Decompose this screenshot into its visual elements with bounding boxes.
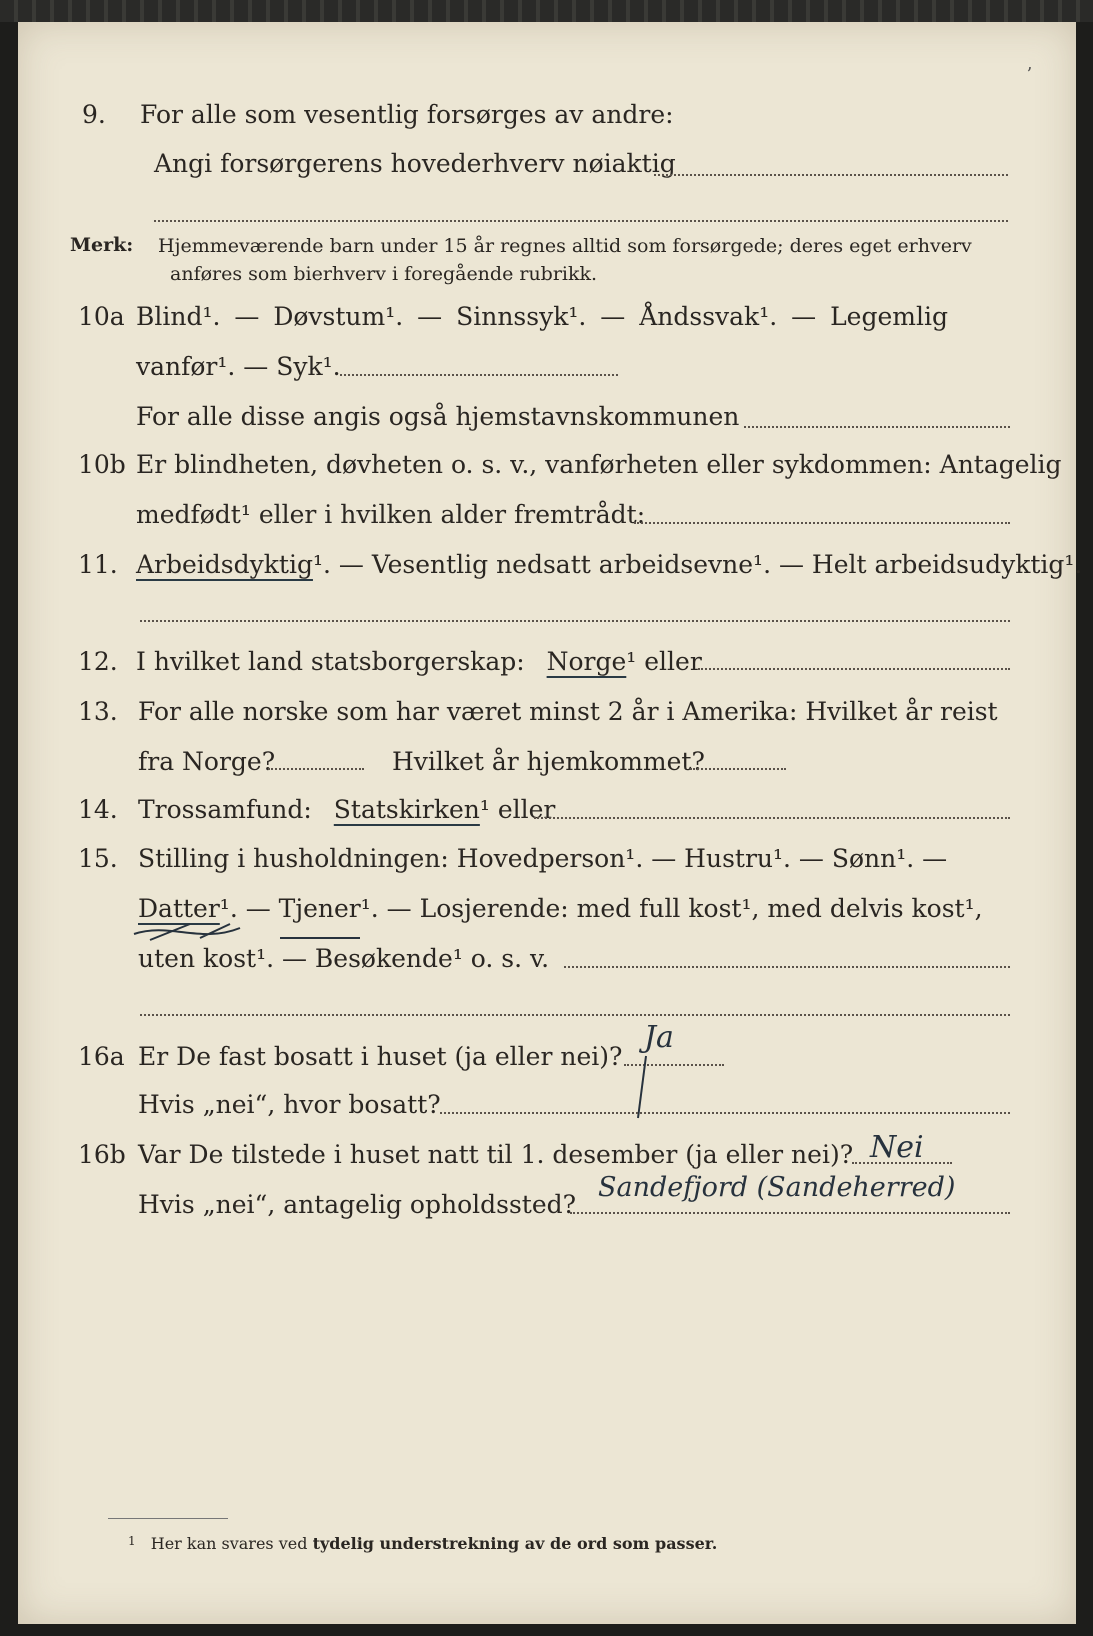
question-number: 15. [78,844,118,873]
answer-field-13-reist[interactable] [268,768,364,770]
underlined-answer: Arbeidsdyktig [136,550,313,579]
answer-field-11[interactable] [140,620,1010,622]
question-text: uten kost¹. — Besøkende¹ o. s. v. [138,944,550,973]
footnote-mark: 1 [128,1534,136,1548]
struck-answer: Datter [138,894,220,923]
question-number: 10a [78,302,125,331]
answer-field-9[interactable] [654,174,1008,176]
question-text [138,795,555,824]
footnote [128,1534,717,1553]
footnote-text: Her kan svares ved [150,1534,308,1553]
question-text: Angi forsørgerens hovederhverv nøiaktig [154,149,676,178]
question-post: ¹ eller [479,795,556,824]
question-number: 12. [78,647,118,676]
question-text: Er blindheten, døvheten o. s. v., vanførheten eller sykdommen: Antagelig [136,450,1062,479]
question-text: Er De fast bosatt i huset (ja eller nei)? [138,1042,623,1071]
question-number: 14. [78,795,118,824]
answer-field-15b[interactable] [140,1014,1010,1016]
answer-field-12[interactable] [698,668,1010,670]
answer-field-10a-kommune[interactable] [744,426,1010,428]
question-text: Blind¹. — Døvstum¹. — Sinnssyk¹. — Åndssvak¹. — Legemlig [136,302,948,331]
handwritten-answer-16a: Ja [644,1020,674,1055]
underlined-answer: Norge [546,647,627,676]
question-number: 9. [82,100,106,129]
pencil-mark: ʼ [1026,64,1032,85]
question-pre: Trossamfund: [138,795,312,824]
question-text: Hvis „nei“, hvor bosatt? [138,1090,441,1119]
question-text: medfødt¹ eller i hvilken alder fremtrådt: [136,500,646,529]
answer-field-16a-bosatt[interactable] [440,1112,1010,1114]
question-text: For alle norske som har været minst 2 år i Amerika: Hvilket år reist [138,697,998,726]
question-text [136,647,702,676]
handwritten-answer-16b: Nei [870,1130,924,1165]
answer-field-10a[interactable] [340,374,618,376]
answer-field-16b[interactable] [852,1162,952,1164]
question-number: 13. [78,697,118,726]
footnote-rule [108,1518,228,1519]
census-form-page [18,22,1083,1624]
question-text: For alle disse angis også hjemstavnskommunen [136,402,740,431]
answer-field-16b-opholdssted[interactable] [570,1212,1010,1214]
question-text: Hvis „nei“, antagelig opholdssted? [138,1190,577,1219]
question-text: Var De tilstede i huset natt til 1. desember (ja eller nei)? [138,1140,854,1169]
question-text: Hvilket år hjemkommet? [392,747,705,776]
question-number: 11. [78,550,118,579]
question-number: 10b [78,450,126,479]
merk-line1: Hjemmeværende barn under 15 år regnes alltid som forsørgede; deres eget erhverv [158,235,972,257]
footnote-bold-text: tydelig understrekning av de ord som passer. [312,1534,718,1553]
answer-field-13-hjemkommet[interactable] [690,768,786,770]
answer-field-15[interactable] [564,966,1010,968]
question-number: 16b [78,1140,126,1169]
merk-line2: anføres som bierhverv i foregående rubrikk. [170,263,598,285]
answer-field-10b[interactable] [634,522,1010,524]
merk-label: Merk: [70,234,134,256]
handwritten-answer-opholdssted: Sandefjord (Sandeherred) [598,1172,956,1203]
question-pre: I hvilket land statsborgerskap: [136,647,525,676]
question-rest: ¹. — Tjener¹. — Losjerende: med full kost¹, med delvis kost¹, [219,894,983,923]
question-text: vanfør¹. — Syk¹. [136,352,341,381]
question-text: fra Norge? [138,747,276,776]
scan-top-edge [0,0,1093,22]
question-rest: ¹. — Vesentlig nedsatt arbeidsevne¹. — Helt arbeidsudyktig¹. [312,550,1083,579]
question-post: ¹ eller [626,647,702,676]
question-text [136,550,1082,579]
underlined-answer: Statskirken [333,795,480,824]
question-text: Stilling i husholdningen: Hovedperson¹. — Hustru¹. — Sønn¹. — [138,844,948,873]
question-number: 16a [78,1042,125,1071]
answer-field-14[interactable] [534,817,1010,819]
question-text: For alle som vesentlig forsørges av andre: [140,100,674,129]
answer-field-9b[interactable] [154,220,1008,222]
